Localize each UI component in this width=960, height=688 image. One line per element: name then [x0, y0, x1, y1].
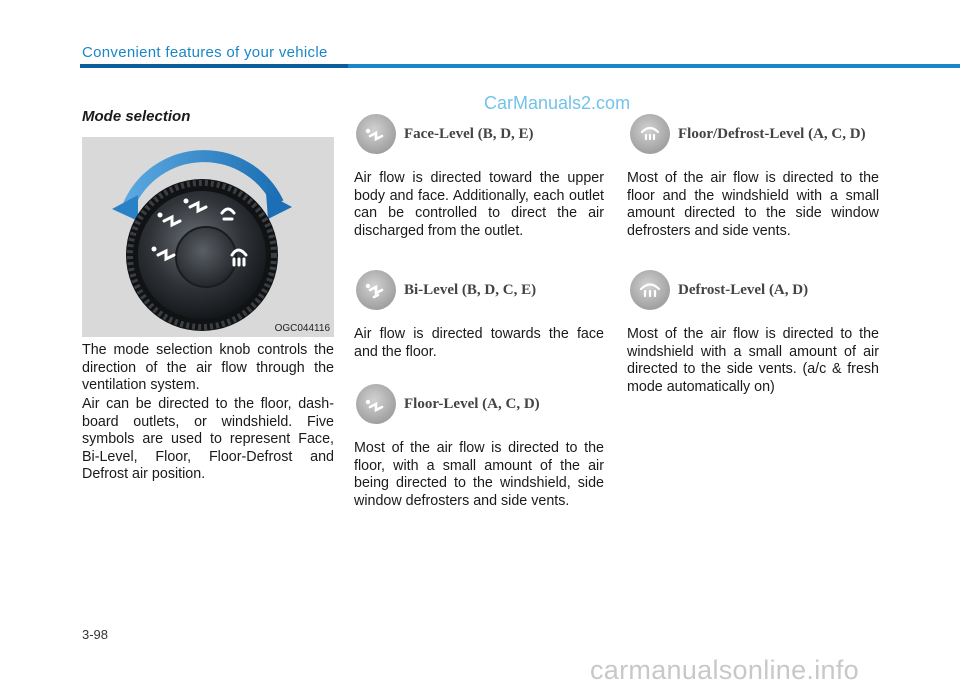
- floor-level-text: Most of the air flow is directed to the floor, with a small amount of the air being directed to the windshield, side window defrosters and side vents.: [354, 440, 604, 509]
- left-paragraph-2: Air can be directed to the floor, dash-board outlets, or windshield. Five symbols are used to represent Face, Bi-Level, Floor, Floor-Defrost and Defrost air position.: [82, 396, 334, 482]
- figure-code: OGC044116: [274, 323, 330, 334]
- face-level-heading: [356, 114, 534, 154]
- floor-level-title: Floor-Level (A, C, D): [404, 395, 540, 412]
- bi-level-icon: [356, 270, 396, 310]
- floor-defrost-title: Floor/Defrost-Level (A, C, D): [678, 125, 866, 142]
- watermark-bottom: carmanualsonline.info: [590, 655, 859, 685]
- face-level-title: Face-Level (B, D, E): [404, 125, 534, 142]
- defrost-text: Most of the air flow is directed to the windshield with a small amount of air directed to the side vents. (a/c & fresh mode automatically on): [627, 326, 879, 395]
- bi-level-title: Bi-Level (B, D, C, E): [404, 281, 537, 298]
- bi-level-text: Air flow is directed towards the face and the floor.: [354, 326, 604, 360]
- watermark-top: CarManuals2.com: [484, 93, 631, 113]
- mode-knob-illustration: [82, 137, 334, 337]
- defrost-heading: [630, 270, 808, 310]
- chapter-header: Convenient features of your vehicle: [82, 44, 328, 61]
- floor-defrost-text: Most of the air flow is directed to the floor and the windshield with a small amount directed to the side window defrosters and side vents.: [627, 170, 879, 239]
- page-number: 3-98: [82, 627, 109, 642]
- defrost-icon: [630, 270, 670, 310]
- floor-defrost-icon: [630, 114, 670, 154]
- header-rule-accent: [80, 64, 348, 68]
- arrow-head-left: [112, 195, 138, 221]
- left-paragraph-1: The mode selection knob controls the direction of the air flow through the ventilation system.: [82, 342, 334, 393]
- knob-center: [176, 227, 236, 287]
- face-level-text: Air flow is directed toward the upper body and face. Additionally, each outlet can be controlled to direct the air discharged from the outlet.: [354, 170, 604, 239]
- defrost-title: Defrost-Level (A, D): [678, 281, 809, 298]
- face-level-icon: [356, 114, 396, 154]
- bi-level-heading: [356, 270, 536, 310]
- section-title: Mode selection: [82, 108, 191, 125]
- floor-level-heading: [356, 384, 540, 424]
- floor-level-icon: [356, 384, 396, 424]
- floor-defrost-heading: [630, 114, 866, 154]
- mode-knob-figure: [82, 137, 334, 337]
